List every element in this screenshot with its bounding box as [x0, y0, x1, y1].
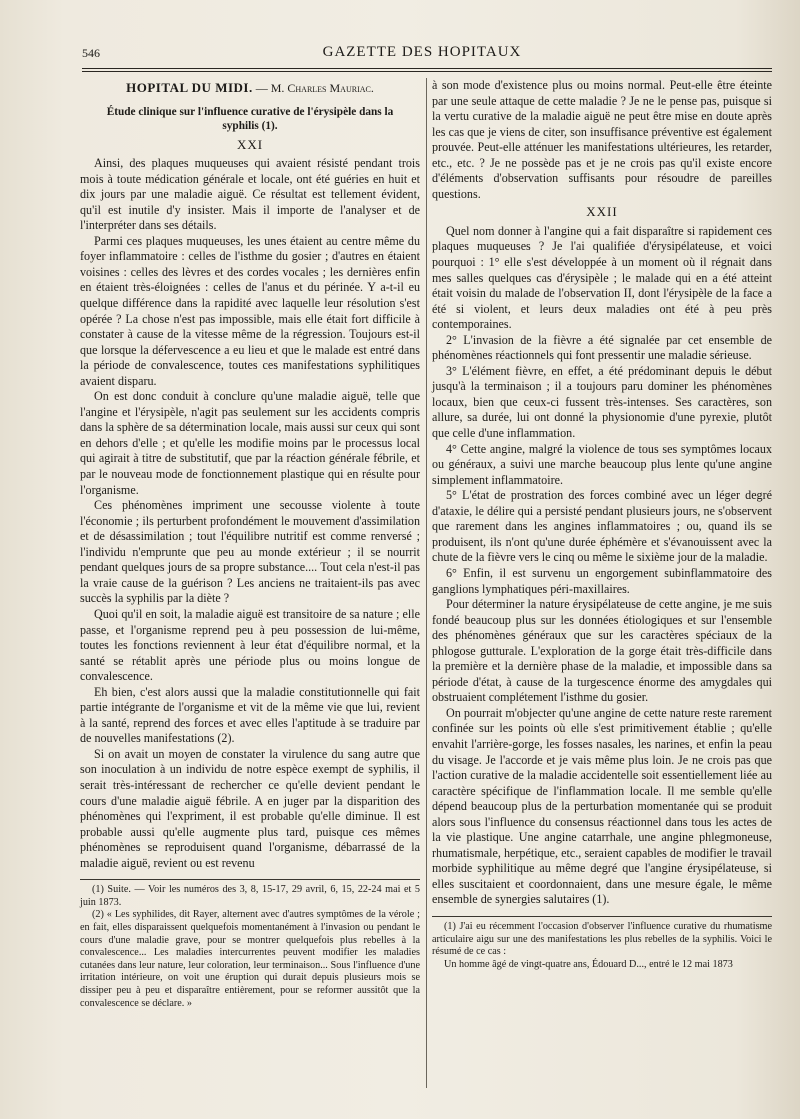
paragraph: 6° Enfin, il est survenu un engorgement subinflammatoire des ganglions lymphatiques péri-maxillaires. — [432, 565, 772, 596]
heading-dash: — — [252, 81, 271, 95]
paragraph-continued: à son mode d'existence plus ou moins normal. Peut-elle être éteinte par une seule attaque de cette maladie ? Je ne le pense pas, puisque si la vertu curative de la maladie aiguë ne peut être mise en doute après les cas que je viens de citer, son insuffisance préventive est également prouvée. Peut-elle atténuer les manifestations ultérieures, les retarder, etc., etc. ? Je ne possède pas et je ne crois pas qu'il existe encore d'éléments d'observation suffisants pour résoudre de pareilles questions. — [432, 78, 772, 201]
paragraph: Quel nom donner à l'angine qui a fait disparaître si rapidement ces plaques muqueuses ? Je l'ai qualifiée d'érysipélateuse, et voici pourquoi : 1° elle s'est développée à un moment où il régnait dans mes salles quelques cas d'érysipèle ; le malade qui en a été atteint était voisin du malade de l'observation II, dont l'érysipèle de la face a été si violent, et leurs deux maladies ont été à peu près contemporaines. — [432, 223, 772, 332]
footnote: (2) « Les syphilides, dit Rayer, alternent avec d'autres symptômes de la vérole ; en fait, elles disparaissent quelquefois momentanément à l'invasion ou pendant le cours d'une maladie grave, pour se montrer quelquefois plus rebelles à la convalescence... Les maladies intercurrentes peuvent modifier les maladies cutanées dans leur nature, leur coloration, leur terminaison... Sous l'influence d'une irritation intérieure, on voit une éruption qui durait depuis plusieurs mois se dissiper peu à peu et disparaître entièrement, pour se reformer aussitôt que la convalescence se déclare. » — [80, 909, 420, 1009]
paragraph: Ces phénomènes impriment une secousse violente à toute l'économie ; ils perturbent profondément le mouvement d'assimilation et de désassimilation ; tout l'équilibre nutritif est comme renversé ; l'individu n'emprunte que peu au monde extérieur ; il se nourrit pendant quelques jours de sa propre substance.... Tout cela n'est-il pas la vraie cause de la guérison ? Les anciens ne traitaient-ils pas avec succès la syphilis par la diète ? — [80, 498, 420, 606]
footnote: Un homme âgé de vingt-quatre ans, Édouard D..., entré le 12 mai 1873 — [444, 958, 733, 970]
paragraph: On pourrait m'objecter qu'une angine de cette nature reste rarement confinée sur les points où elle s'est primitivement établie ; qu'elle envahit l'arrière-gorge, les fosses nasales, les narines, et enfin la peau du visage. Je l'accorde et je vais même plus loin. Je ne crois pas que l'action curative de la maladie accidentelle soit essentiellement liée au caractère spécifique de l'inflammation locale. Il me semble qu'elle dépend beaucoup plus de la perturbation momentanée qui se produit alors sous l'influence du consensus réactionnel dans tous les actes de la vie plastique. Une angine catarrhale, une angine phlegmoneuse, rhumatismale, herpétique, etc., seraient capables de modifier le travail morbide syphilitique au même degré que l'angine érysipélateuse, si elles suscitaient et coordonnaient, dans une mesure égale, le même ensemble de synergies salutaires (1). — [432, 705, 772, 907]
paragraph: 5° L'état de prostration des forces combiné avec un léger degré d'ataxie, le délire qui a persisté pendant plusieurs jours, ne s'observent que rarement dans les angines inflammatoires ; ou, quand ils se produisent, ils n'ont qu'une durée éphémère et s'évanouissent avec la chute de la fièvre vers le cinq ou même le sixième jour de la maladie. — [432, 488, 772, 565]
paragraph: Eh bien, c'est alors aussi que la maladie constitutionnelle qui fait partie intégrante de l'organisme et vit de la même vie que lui, revient à la santé, reprend des forces et avec elles l'aptitude à se traduire par de nouvelles manifestations (2). — [80, 684, 420, 746]
header-rule — [82, 68, 772, 69]
running-header — [72, 44, 772, 66]
page-number: 546 — [82, 46, 100, 60]
paragraph: 3° L'élément fièvre, en effet, a été prédominant depuis le début jusqu'à la terminaison ; il a toujours paru dominer les phénomènes locaux, bien que ceux-ci fussent très-intenses. Ses caractères, son allure, sa durée, lui ont donné la physionomie d'une pyrexie, plutôt que celle d'une inflammation. — [432, 363, 772, 441]
footnote: (1) J'ai eu récemment l'occasion d'observer l'influence curative du rhumatisme articulaire aigu sur une des manifestations les plus rebelles de la syphilis. Voici le résumé de ce cas : — [432, 920, 772, 958]
paragraph: Si on avait un moyen de constater la virulence du sang autre que son inoculation à un individu de notre espèce exempt de syphilis, il serait très-intéressant de rechercher ce qu'elle devient pendant le cours d'une maladie aiguë fébrile. A en juger par la disparition des phénomènes qui l'expriment, il est probable qu'elle diminue. Il est probable aussi qu'elle augmente plus tard, puisque ces mêmes phénomènes se reproduisent quand l'organisme, débarrassé de la maladie aiguë, revient ou est revenu — [80, 746, 420, 870]
left-footnotes — [80, 879, 420, 1010]
paragraph: On est donc conduit à conclure qu'une maladie aiguë, telle que l'angine et l'érysipèle, n'agit pas seulement sur les accidents compris dans la sphère de sa détermination locale, mais aussi sur ceux qui sont en dehors d'elle ; et qu'elle les modifie moins par le processus local qui agirait à titre de substitutif, que par la réaction générale fébrile, et par le nouveau mode de fonctionnement plastique qui en résulte pour l'organisme. — [80, 389, 420, 497]
hospital-heading — [80, 80, 420, 97]
paragraph: 4° Cette angine, malgré la violence de tous ses symptômes locaux ou généraux, a suivi une marche beaucoup plus lente qu'une angine simplement inflammatoire. — [432, 441, 772, 487]
right-footnotes — [432, 916, 772, 971]
paragraph: Pour déterminer la nature érysipélateuse de cette angine, je me suis fondé beaucoup plus sur les données étiologiques et sur l'ensemble des phénomènes généraux que sur les caractères spéciaux de la phlogose gutturale. L'exploration de la gorge était très-difficile dans la première et la dernière phase de la maladie, et impossible dans sa période d'état, à cause de la turgescence énorme des amygdales qui obstruaient complétement l'isthme du gosier. — [432, 597, 772, 705]
article-title: Étude clinique sur l'influence curative de l'érysipèle dans la syphilis (1). — [106, 105, 394, 132]
paragraph: Parmi ces plaques muqueuses, les unes étaient au centre même du foyer inflammatoire : celles de l'isthme du gosier ; d'autres en étaient voisines : celles des lèvres et des cordes vocales ; les dernières enfin en étaient très-éloignées : celles de l'anus et du périnée. Y a-t-il eu quelque différence dans la rapidité avec laquelle leur résolution s'est opérée ? La chose n'est pas impossible, mais elle était fort difficile à constater à cause de la vitesse même de la régression. Toujours est-il que lorsque la défervescence a eu lieu et que le malade est entré dans la période de convalescence, toutes ces manifestations syphilitiques avaient disparu. — [80, 233, 420, 388]
hospital-name: HOPITAL DU MIDI. — [126, 80, 253, 95]
left-column — [80, 78, 420, 1010]
paragraph: Ainsi, des plaques muqueuses qui avaient résisté pendant trois mois à toute médication générale et locale, ont été guéries en huit et dix jours par une maladie aiguë. Ce résultat est tellement évident, qu'il est inutile d'y insister. Mais il importe de l'analyser et de l'interpréter dans ses détails. — [80, 156, 420, 233]
right-body — [432, 224, 772, 908]
section-number-xxi: XXI — [236, 136, 264, 152]
paragraph: Quoi qu'il en soit, la maladie aiguë est transitoire de sa nature ; elle passe, et l'organisme reprend peu à peu possession de lui-même, toutes les fonctions reviennent à leur état d'équilibre normal, et la santé se rétablit après une période plus ou moins longue de convalescence. — [80, 606, 420, 684]
header-rule-thin — [82, 71, 772, 72]
paragraph: 2° L'invasion de la fièvre a été signalée par cet ensemble de phénomènes réactionnels qui font pressentir une maladie sérieuse. — [432, 332, 772, 363]
section-number-xxii: XXII — [586, 204, 618, 220]
left-body — [80, 156, 420, 871]
author-name: M. Charles Mauriac. — [270, 81, 374, 95]
right-column — [432, 78, 772, 971]
column-divider — [426, 78, 427, 1088]
footnote: (1) Suite. — Voir les numéros des 3, 8, 15-17, 29 avril, 6, 15, 22-24 mai et 5 juin 1873. — [80, 884, 420, 908]
journal-title: GAZETTE DES HOPITAUX — [322, 44, 522, 60]
